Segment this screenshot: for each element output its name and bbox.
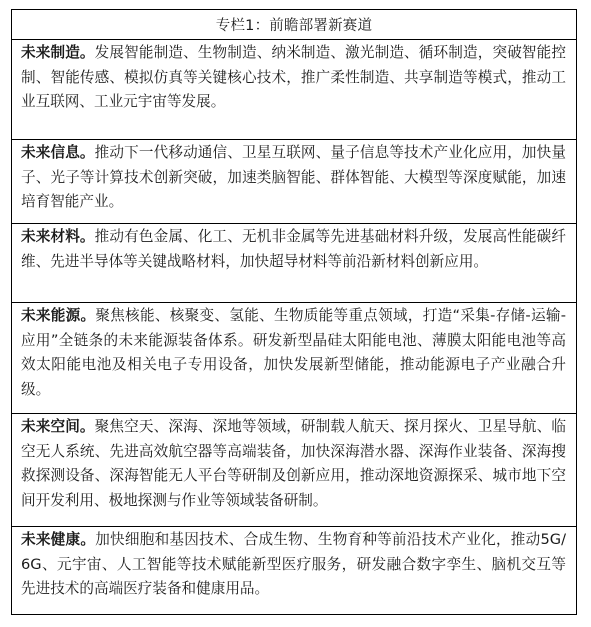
section-heading: 未来制造。 (21, 44, 95, 61)
section-heading: 未来空间。 (21, 418, 95, 435)
section-body: 推动下一代移动通信、卫星互联网、量子信息等技术产业化应用，加快量子、光子等计算技术创新突破，加速类脑智能、群体智能、大模型等深度赋能，加速培育智能产业。 (21, 144, 566, 210)
section-body: 加快细胞和基因技术、合成生物、生物育种等前沿技术产业化，推动5G/6G、元宇宙、人工智能等技术赋能新型医疗服务，研发融合数字孪生、脑机交互等先进技术的高端医疗装备和健康用品。 (21, 531, 566, 597)
section-future-materials (12, 224, 576, 303)
section-heading: 未来材料。 (21, 228, 95, 245)
section-future-health (12, 527, 576, 614)
section-heading: 未来健康。 (21, 531, 96, 548)
section-future-information (12, 140, 576, 224)
section-body: 聚焦核能、核聚变、氢能、生物质能等重点领域，打造“采集-存储-运输-应用”全链条的未来能源装备体系。研发新型晶硅太阳能电池、薄膜太阳能电池等高效太阳能电池及相关电子专用设备，加快发展新型储能，推动能源电子产业融合升级。 (21, 307, 566, 398)
feature-box (11, 9, 577, 615)
section-body: 发展智能制造、生物制造、纳米制造、激光制造、循环制造，突破智能控制、智能传感、模拟仿真等关键核心技术，推广柔性制造、共享制造等模式，推动工业互联网、工业元宇宙等发展。 (21, 44, 566, 110)
section-future-energy (12, 303, 576, 414)
section-future-manufacturing (12, 40, 576, 140)
box-title: 专栏1：前瞻部署新赛道 (12, 10, 576, 40)
section-heading: 未来能源。 (21, 307, 96, 324)
section-body: 聚焦空天、深海、深地等领域，研制载人航天、探月探火、卫星导航、临空无人系统、先进高效航空器等高端装备，加快深海潜水器、深海作业装备、深海搜救探测设备、深海智能无人平台等研制及创新应用，推动深地资源探采、城市地下空间开发利用、极地探测与作业等领域装备研制。 (21, 418, 566, 509)
section-heading: 未来信息。 (21, 144, 95, 161)
section-future-space (12, 414, 576, 527)
section-body: 推动有色金属、化工、无机非金属等先进基础材料升级，发展高性能碳纤维、先进半导体等关键战略材料，加快超导材料等前沿新材料创新应用。 (21, 228, 566, 270)
